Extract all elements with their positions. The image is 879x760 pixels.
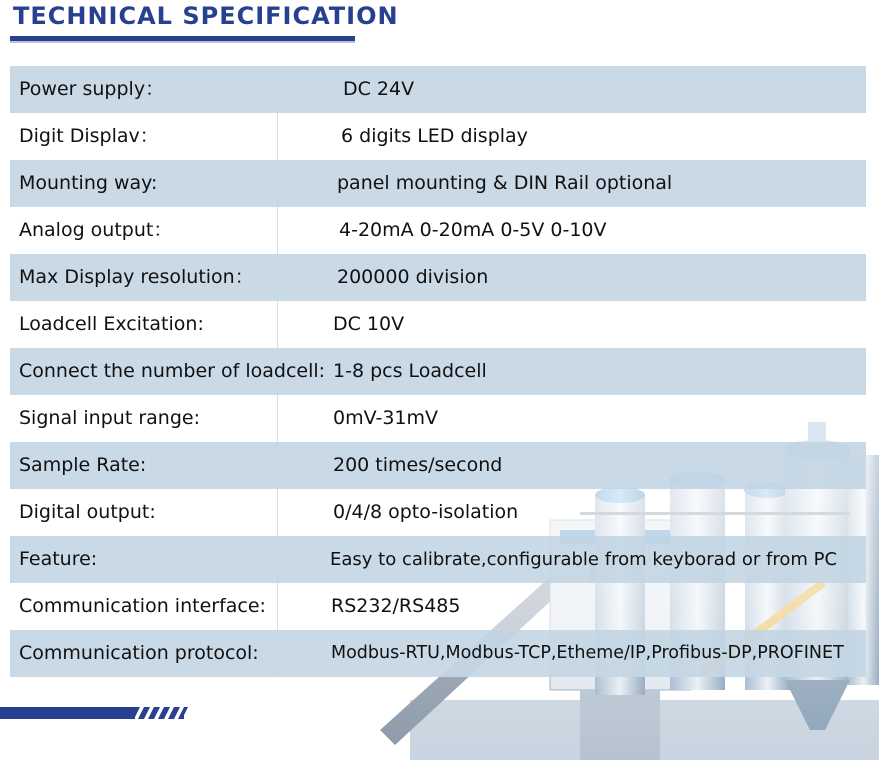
spec-value: 6 digits LED display (341, 125, 528, 147)
spec-value: Easy to calibrate,configurable from keyborad or from PC (330, 549, 838, 570)
spec-label: Digital output: (19, 501, 156, 523)
page-title: TECHNICAL SPECIFICATION (13, 2, 399, 30)
spec-label: Communication interface: (19, 595, 266, 617)
spec-label: Loadcell Excitation: (19, 313, 204, 335)
spec-label: Max Display resolution： (19, 266, 254, 288)
spec-row (10, 489, 866, 536)
spec-value: 0mV-31mV (333, 407, 439, 429)
spec-label: Sample Rate: (19, 454, 147, 476)
spec-row (10, 113, 866, 160)
spec-value: DC 10V (333, 313, 405, 335)
footer-accent-bar (0, 707, 135, 719)
spec-label: Communication protocol: (19, 642, 259, 664)
spec-label: Signal input range: (19, 407, 200, 429)
spec-value: DC 24V (343, 78, 415, 100)
spec-row (10, 160, 866, 207)
spec-value: Modbus-RTU,Modbus-TCP,Etheme/IP,Profibus-DP,PROFINET (331, 643, 844, 663)
spec-label: Connect the number of loadcell: (19, 360, 326, 382)
spec-label: Power supply： (19, 78, 165, 100)
spec-row (10, 348, 866, 395)
spec-table (10, 66, 866, 677)
spec-row (10, 395, 866, 442)
spec-value: 4-20mA 0-20mA 0-5V 0-10V (339, 219, 607, 241)
footer-stripes (128, 707, 188, 719)
title-underline-shadow (10, 41, 355, 43)
spec-row (10, 301, 866, 348)
spec-value: 0/4/8 opto-isolation (333, 501, 519, 523)
spec-row (10, 536, 866, 583)
spec-label: Mounting way: (19, 172, 158, 194)
spec-value: RS232/RS485 (331, 595, 461, 617)
spec-value: 200 times/second (333, 454, 503, 476)
spec-value: 200000 division (337, 266, 489, 288)
spec-row (10, 66, 866, 113)
spec-label: Analog output： (19, 219, 173, 241)
spec-row (10, 583, 866, 630)
spec-row (10, 254, 866, 301)
spec-label: Feature: (19, 548, 98, 570)
spec-value: 1-8 pcs Loadcell (333, 360, 487, 382)
spec-row (10, 442, 866, 489)
spec-row (10, 207, 866, 254)
spec-label: Digit Displav： (19, 125, 159, 147)
spec-row (10, 630, 866, 677)
spec-value: panel mounting & DIN Rail optional (337, 172, 673, 194)
